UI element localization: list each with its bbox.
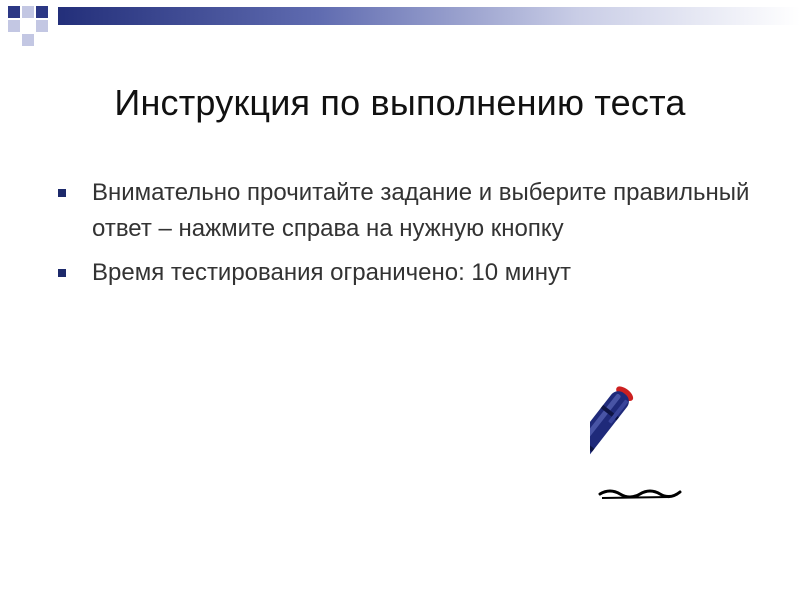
bullet-text: Внимательно прочитайте задание и выберите правильный ответ – нажмите справа на нужную кнопку: [92, 179, 750, 242]
header-gradient-band: [58, 7, 800, 25]
deco-square: [36, 6, 48, 18]
deco-square: [22, 34, 34, 46]
list-item: [56, 175, 756, 247]
deco-square: [8, 6, 20, 18]
bullet-list: [56, 175, 756, 299]
list-item: [56, 255, 756, 291]
deco-square: [22, 20, 34, 32]
square-bullet-icon: [58, 269, 66, 277]
bullet-text: Время тестирования ограничено: 10 минут: [92, 259, 571, 286]
deco-square: [8, 20, 20, 32]
pen-icon: [590, 370, 710, 510]
deco-square: [36, 20, 48, 32]
header-decoration: [0, 0, 800, 52]
square-bullet-icon: [58, 189, 66, 197]
deco-square: [22, 6, 34, 18]
slide-title: Инструкция по выполнению теста: [114, 82, 686, 123]
